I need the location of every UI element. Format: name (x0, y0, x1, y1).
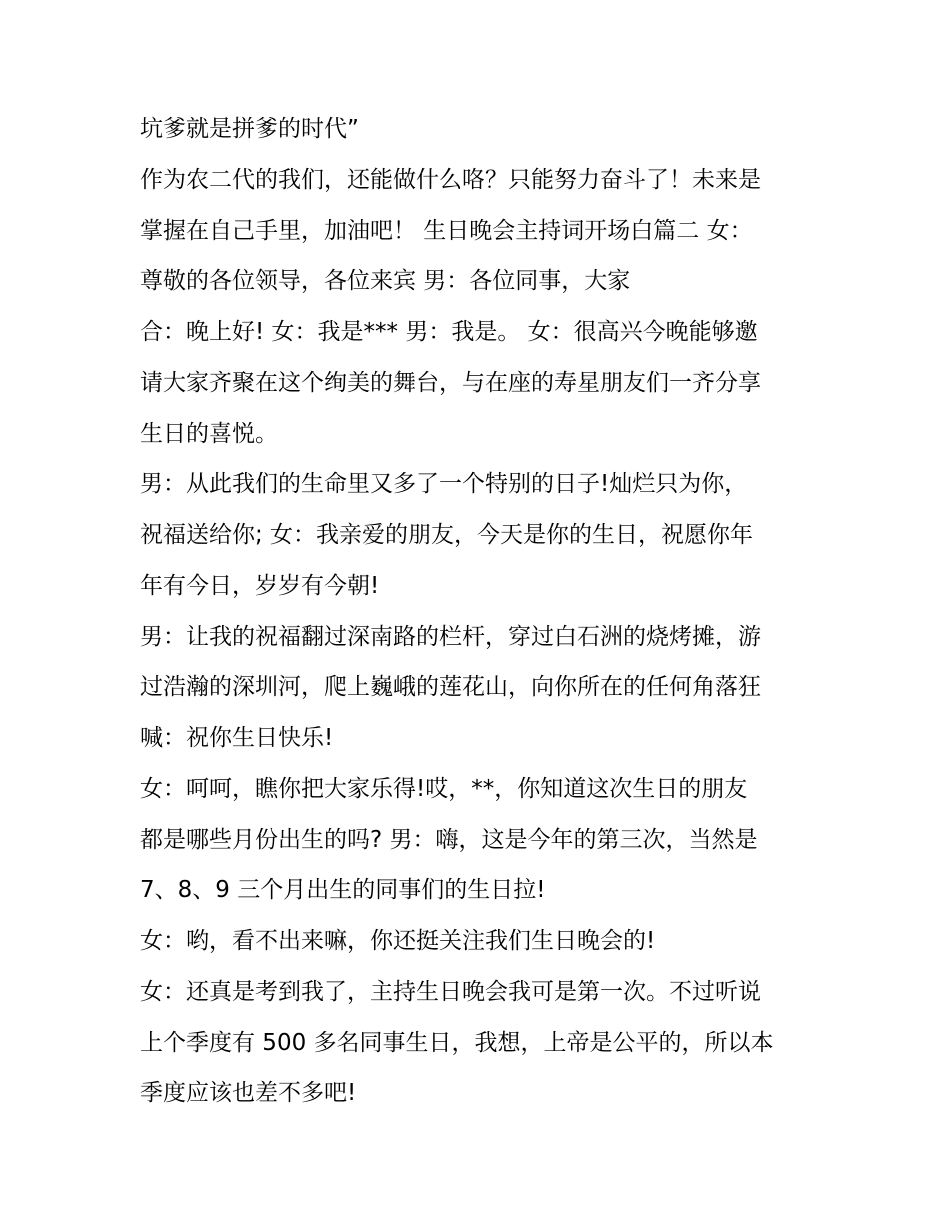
text-line: 生日的喜悦。 (140, 421, 278, 447)
text-line: 都是哪些月份出生的吗? 男：嗨，这是今年的第三次，当然是 (140, 827, 758, 853)
text-line: 女：呵呵，瞧你把大家乐得!哎，**，你知道这次生日的朋友 (140, 776, 748, 802)
text-line: 作为农二代的我们，还能做什么咯？只能努力奋斗了！未来是 (140, 167, 761, 193)
text-line: 7、8、9 三个月出生的同事们的生日拉! (140, 877, 546, 903)
text-line: 季度应该也差不多吧! (140, 1080, 357, 1106)
text-line: 女：还真是考到我了，主持生日晚会我可是第一次。不过听说 (140, 979, 761, 1005)
text-line: 过浩瀚的深圳河，爬上巍峨的莲花山，向你所在的任何角落狂 (140, 674, 761, 700)
text-line: 年有今日，岁岁有今朝! (140, 573, 380, 599)
text-line: 请大家齐聚在这个绚美的舞台，与在座的寿星朋友们一齐分享 (140, 370, 761, 396)
text-line: 男：让我的祝福翻过深南路的栏杆，穿过白石洲的烧烤摊，游 (140, 624, 761, 650)
text-line: 掌握在自己手里，加油吧！ 生日晚会主持词开场白篇二 女： (140, 218, 753, 244)
text-line: 喊：祝你生日快乐! (140, 725, 334, 751)
text-line: 坑爹就是拼爹的时代” (140, 116, 359, 142)
text-line: 尊敬的各位领导，各位来宾 男：各位同事，大家 (140, 268, 631, 294)
text-line: 女：哟，看不出来嘛，你还挺关注我们生日晚会的! (140, 928, 656, 954)
text-line: 合：晚上好! 女：我是*** 男：我是。 女：很高兴今晚能够邀 (140, 319, 758, 345)
text-line: 上个季度有 500 多名同事生日，我想，上帝是公平的，所以本 (140, 1030, 774, 1056)
text-line: 祝福送给你; 女：我亲爱的朋友，今天是你的生日，祝愿你年 (140, 522, 754, 548)
text-line: 男：从此我们的生命里又多了一个特别的日子!灿烂只为你， (140, 471, 748, 497)
